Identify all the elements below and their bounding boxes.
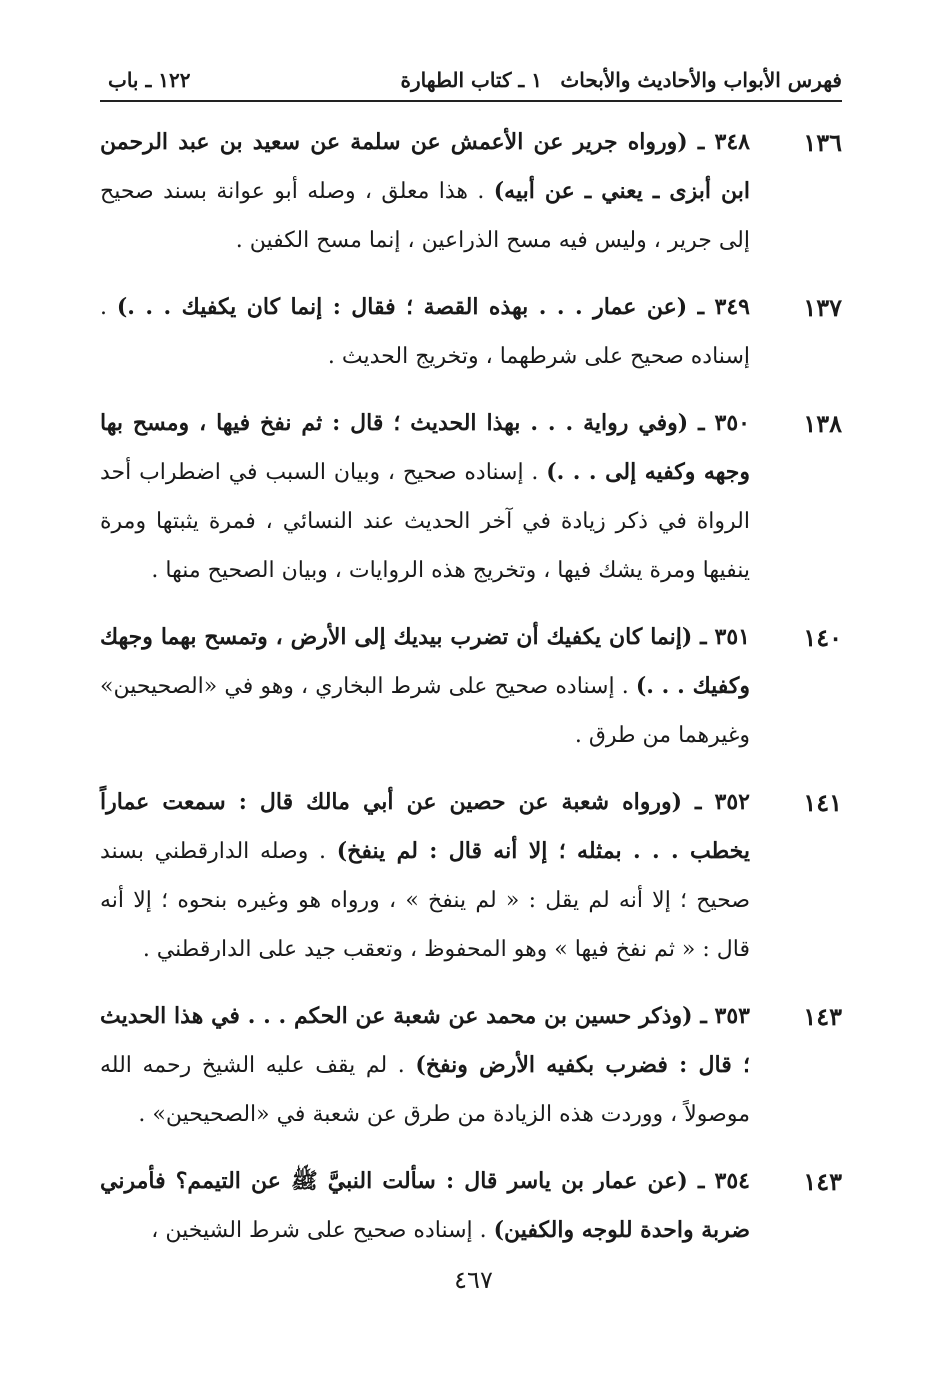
entry-text <box>100 283 750 381</box>
entry-page-number: ١٤١ <box>803 788 842 817</box>
entry-commentary: . وصله الدارقطني بسند صحيح ؛ إلا أنه لم يقل : « لم ينفخ » ، ورواه هو وغيره بنحوه ؛ إلا أنه قال : « ثم نفخ فيها » وهو المحفوظ ، وتعقب جيد على الدارقطني . <box>100 839 750 962</box>
entry-page-number: ١٣٧ <box>803 293 842 322</box>
entry-text <box>100 613 750 760</box>
entry-text <box>100 992 750 1139</box>
entries-list <box>100 118 842 1273</box>
entry-commentary: . إسناده صحيح ، وبيان السبب في اضطراب أحد الرواة في ذكر زيادة في آخر الحديث عند النسائي ، فمرة يثبتها ومرة ينفيها ومرة يشك فيها ، وتخريج هذه الروايات ، وبيان الصحيح منها . <box>100 460 750 583</box>
entry-commentary: . لم يقف عليه الشيخ رحمه الله موصولاً ، ووردت هذه الزيادة من طرق عن شعبة في «الصحيحين» . <box>100 1053 750 1127</box>
entry <box>100 118 842 265</box>
entry-commentary: . إسناده صحيح على شرط الشيخين ، <box>151 1218 494 1243</box>
header-section: ١ ـ كتاب الطهارة <box>400 68 542 92</box>
entry-commentary: . إسناده صحيح على شرط البخاري ، وهو في «الصحيحين» وغيرهما من طرق . <box>100 674 750 748</box>
entry-text <box>100 118 750 265</box>
entry <box>100 613 842 760</box>
entry-commentary: . إسناده صحيح على شرطهما ، وتخريج الحديث . <box>100 295 750 369</box>
entry-page-number: ١٣٦ <box>803 128 842 157</box>
entry-quote: ٣٥٢ ـ (ورواه شعبة عن حصين عن أبي مالك قال : سمعت عماراً يخطب . . . بمثله ؛ إلا أنه قال : لم ينفخ) <box>100 789 750 864</box>
header-chapter: ١٢٢ ـ باب <box>108 68 191 92</box>
entry-quote: ٣٤٨ ـ (ورواه جرير عن الأعمش عن سلمة عن سعيد بن عبد الرحمن ابن أبزى ـ يعني ـ عن أبيه) <box>100 129 750 204</box>
entry-quote: ٣٥٠ ـ (وفي رواية . . . بهذا الحديث ؛ قال : ثم نفخ فيها ، ومسح بها وجهه وكفيه إلى . . .) <box>100 410 751 485</box>
entry <box>100 1157 842 1255</box>
entry <box>100 992 842 1139</box>
entry-text <box>100 778 750 974</box>
entry <box>100 283 842 381</box>
entry-quote: ٣٥٤ ـ (عن عمار بن ياسر قال : سألت النبيَّ ﷺ عن التيمم؟ فأمرني ضربة واحدة للوجه والكفين) <box>100 1168 750 1243</box>
entry-quote: ٣٥٣ ـ (وذكر حسين بن محمد عن شعبة عن الحكم . . . في هذا الحديث ؛ قال : فضرب بكفيه الأرض ونفخ) <box>100 1003 751 1078</box>
entry-quote: ٣٤٩ ـ (عن عمار . . . بهذه القصة ؛ فقال : إنما كان يكفيك . . .) <box>116 294 750 320</box>
entry-page-number: ١٣٨ <box>803 409 842 438</box>
entry <box>100 399 842 595</box>
header-title: فهرس الأبواب والأحاديث والأبحاث <box>560 68 842 92</box>
entry-text <box>100 1157 750 1255</box>
entry-page-number: ١٤٠ <box>803 623 842 652</box>
entry-page-number: ١٤٣ <box>803 1002 842 1031</box>
entry-text <box>100 399 750 595</box>
entry <box>100 778 842 974</box>
page-number: ٤٦٧ <box>454 1266 493 1294</box>
entry-commentary: . هذا معلق ، وصله أبو عوانة بسند صحيح إلى جرير ، وليس فيه مسح الذراعين ، إنما مسح الكفين . <box>100 179 750 253</box>
entry-quote: ٣٥١ ـ (إنما كان يكفيك أن تضرب بيديك إلى الأرض ، وتمسح بهما وجهك وكفيك . . .) <box>100 624 750 699</box>
page-header <box>100 60 842 102</box>
entry-page-number: ١٤٣ <box>803 1167 842 1196</box>
